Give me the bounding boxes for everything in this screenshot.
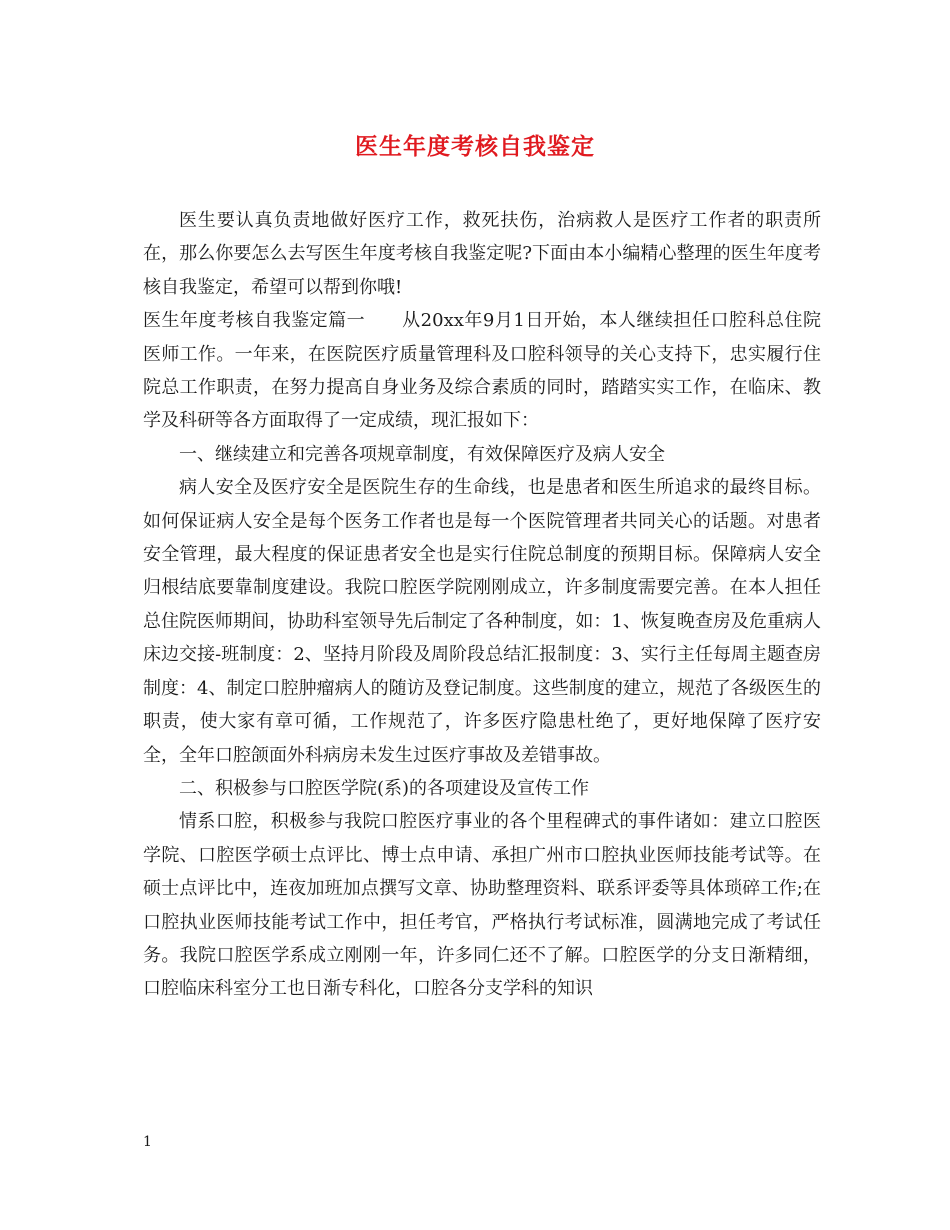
section-heading-2: 二、积极参与口腔医学院(系)的各项建设及宣传工作 (179, 777, 590, 799)
intro-paragraph: 医生要认真负责地做好医疗工作，救死扶伤，治病救人是医疗工作者的职责所在，那么你要怎么去写医生年度考核自我鉴定呢?下面由本小编精心整理的医生年度考核自我鉴定，希望可以帮到你哦! (143, 210, 821, 298)
section-1-paragraph: 病人安全及医疗安全是医院生存的生命线，也是患者和医生所追求的最终目标。如何保证病人安全是每个医务工作者也是每一个医院管理者共同关心的话题。对患者安全管理，最大程度的保证患者安全也是实行住院总制度的预期目标。保障病人安全归根结底要靠制度建设。我院口腔医学院刚刚成立，许多制度需要完善。在本人担任总住院医师期间，协助科室领导先后制定了各种制度，如：1、恢复晚查房及危重病人床边交接-班制度：2、坚持月阶段及周阶段总结汇报制度：3、实行主任每周主题查房制度：4、制定口腔肿瘤病人的随访及登记制度。这些制度的建立，规范了各级医生的职责，使大家有章可循，工作规范了，许多医疗隐患杜绝了，更好地保障了医疗安全，全年口腔颌面外科病房未发生过医疗事故及差错事故。 (143, 477, 821, 766)
section-heading-1: 一、继续建立和完善各项规章制度，有效保障医疗及病人安全 (179, 443, 665, 465)
document-title: 医生年度考核自我鉴定 (355, 133, 595, 160)
part1-opening-paragraph: 医生年度考核自我鉴定篇一 从20xx年9月1日开始，本人继续担任口腔科总住院医师工作。一年来，在医院医疗质量管理科及口腔科领导的关心支持下，忠实履行住院总工作职责，在努力提高自身业务及综合素质的同时，踏踏实实工作，在临床、教学及科研等各方面取得了一定成绩，现汇报如下： (143, 310, 821, 432)
section-2-paragraph: 情系口腔，积极参与我院口腔医疗事业的各个里程碑式的事件诸如：建立口腔医学院、口腔医学硕士点评比、博士点申请、承担广州市口腔执业医师技能考试等。在硕士点评比中，连夜加班加点撰写文章、协助整理资料、联系评委等具体琐碎工作;在口腔执业医师技能考试工作中，担任考官，严格执行考试标准，圆满地完成了考试任务。我院口腔医学系成立刚刚一年，许多同仁还不了解。口腔医学的分支日渐精细，口腔临床科室分工也日渐专科化，口腔各分支学科的知识 (143, 811, 821, 1000)
document-body (143, 204, 821, 1006)
page-number: 1 (143, 1134, 152, 1150)
